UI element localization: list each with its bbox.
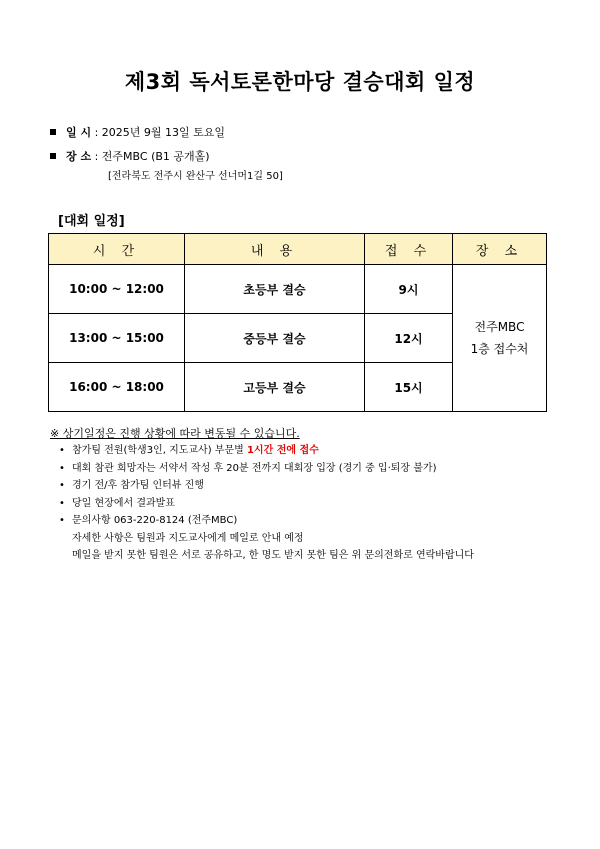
list-item-detail [72, 547, 592, 565]
note-text: 자세한 사항은 팀원과 지도교사에게 메일로 안내 예정 [72, 532, 304, 544]
list-item [59, 512, 592, 530]
row-reception: 12시 [365, 314, 453, 363]
date-label: 일 시 [66, 126, 92, 139]
notes-list [59, 442, 592, 565]
square-bullet-icon [50, 153, 56, 159]
note-text: 대회 참관 희망자는 서약서 작성 후 20분 전까지 대회장 입장 (경기 중 입·퇴장 불가) [72, 462, 437, 474]
notes-heading: ※ 상기일정은 진행 상황에 따라 변동될 수 있습니다. [50, 427, 300, 440]
bullet-icon: • [59, 497, 65, 509]
list-item-detail [72, 530, 592, 548]
list-item [59, 460, 592, 478]
header-place: 장 소 [453, 234, 547, 265]
table-header-row [49, 234, 547, 265]
row-content: 초등부 결승 [185, 265, 365, 314]
note-text: 경기 전/후 참가팀 인터뷰 진행 [72, 480, 205, 491]
row-time: 13:00 ~ 15:00 [49, 314, 185, 363]
place-cell [453, 265, 547, 412]
date-line [50, 124, 225, 140]
place-line-2: 1층 접수처 [470, 342, 529, 356]
bullet-icon: • [59, 480, 65, 491]
date-value: : 2025년 9월 13일 토요일 [94, 126, 226, 139]
page-title: 제3회 독서토론한마당 결승대회 일정 [124, 70, 476, 94]
bullet-icon: • [59, 445, 65, 456]
note-text: 당일 현장에서 결과발표 [72, 497, 175, 509]
bullet-icon: • [59, 515, 65, 526]
place-line-1: 전주MBC [474, 320, 525, 334]
note-emphasis: 1시간 전에 접수 [246, 445, 319, 456]
row-reception: 15시 [365, 363, 453, 412]
header-content: 내 용 [185, 234, 365, 265]
place-value: : 전주MBC (B1 공개홀) [94, 150, 210, 163]
row-time: 16:00 ~ 18:00 [49, 363, 185, 412]
list-item [59, 495, 592, 513]
table-row [49, 265, 547, 314]
row-time: 10:00 ~ 12:00 [49, 265, 185, 314]
row-content: 고등부 결승 [185, 363, 365, 412]
note-text: 메일을 받지 못한 팀원은 서로 공유하고, 한 명도 받지 못한 팀은 위 문의전화로 연락바랍니다 [72, 550, 474, 561]
schedule-table [48, 233, 547, 412]
place-line [50, 148, 210, 164]
header-reception: 접 수 [365, 234, 453, 265]
list-item [59, 442, 592, 460]
note-text: 문의사항 063-220-8124 (전주MBC) [72, 515, 238, 526]
list-item [59, 477, 592, 495]
address: [전라북도 전주시 완산구 선너머1길 50] [108, 171, 283, 182]
header-time: 시 간 [49, 234, 185, 265]
section-title: [대회 일정] [58, 214, 125, 229]
row-reception: 9시 [365, 265, 453, 314]
row-content: 중등부 결승 [185, 314, 365, 363]
square-bullet-icon [50, 129, 56, 135]
bullet-icon: • [59, 462, 65, 474]
note-text: 참가팀 전원(학생3인, 지도교사) 부문별 [72, 445, 247, 456]
place-label: 장 소 [66, 150, 92, 163]
